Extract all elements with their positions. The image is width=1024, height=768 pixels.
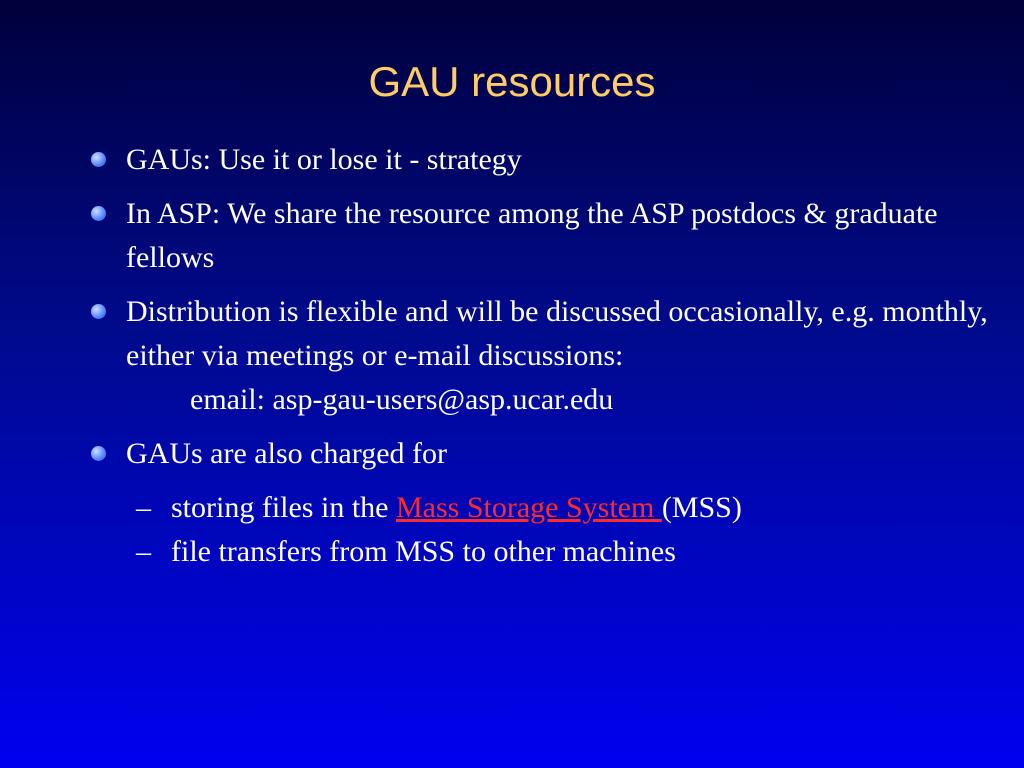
bullet-dot-icon [91, 304, 106, 319]
email-line: email: asp-gau-users@asp.ucar.edu [190, 383, 614, 416]
dash-icon: – [136, 491, 151, 524]
slide-title: GAU resources [368, 58, 656, 105]
sub-bullet-text: file transfers from MSS to other machines [171, 535, 676, 568]
bullet-text: Distribution is flexible and will be discussed occasionally, e.g. monthly, either via meetings or e-mail discussions: [126, 295, 988, 372]
sub-bullet-prefix: storing files in the [171, 491, 396, 524]
bullet-dot-icon [91, 446, 106, 461]
dash-icon: – [136, 535, 151, 568]
bullet-item [88, 192, 988, 280]
bullet-text: In ASP: We share the resource among the ASP postdocs & graduate fellows [126, 197, 938, 274]
bullet-text: GAUs are also charged for [126, 437, 447, 470]
sub-bullet-suffix: (MSS) [661, 491, 742, 524]
slide-content [88, 138, 988, 574]
sub-bullet-item [88, 530, 988, 574]
bullet-item [88, 290, 988, 422]
sub-bullet-item [88, 486, 988, 530]
bullet-dot-icon [91, 206, 106, 221]
mass-storage-system-link[interactable]: Mass Storage System [395, 491, 662, 524]
bullet-item [88, 138, 988, 182]
bullet-dot-icon [91, 152, 106, 167]
bullet-item [88, 432, 988, 476]
bullet-text: GAUs: Use it or lose it - strategy [126, 143, 522, 176]
